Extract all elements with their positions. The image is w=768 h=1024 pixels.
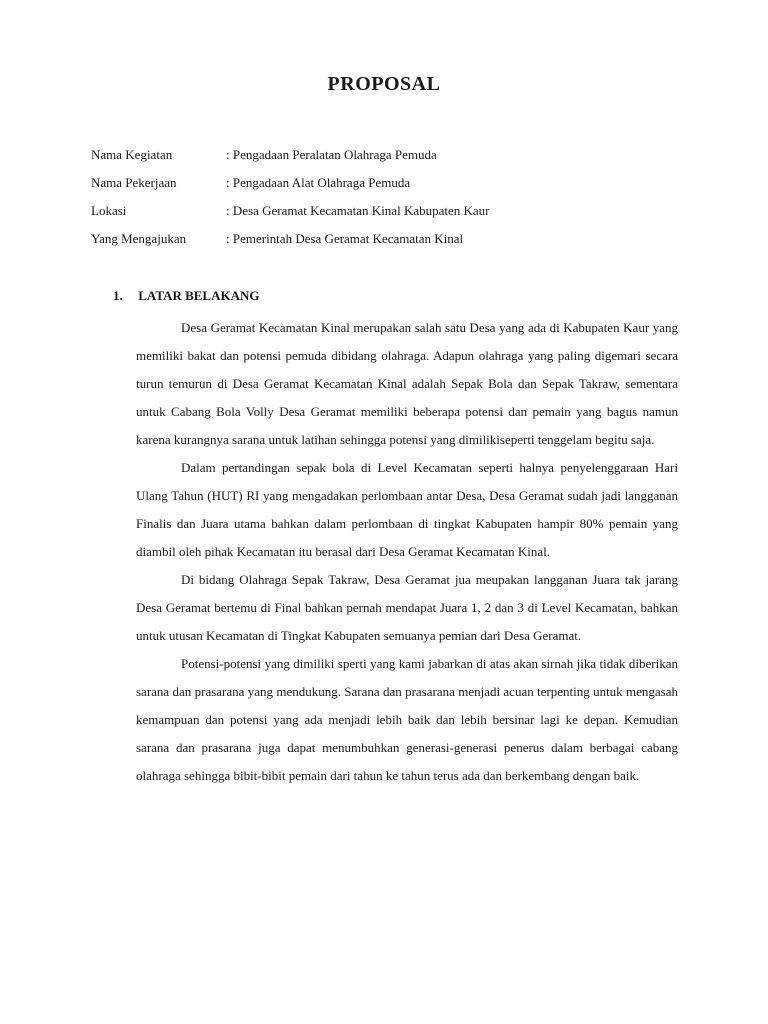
paragraph: Potensi-potensi yang dimiliki sperti yang kami jabarkan di atas akan sirnah jika tidak diberikan sarana dan prasarana yang mendukung. Sarana dan prasarana menjadi acuan terpenting untuk mengasah kemampuan dan potensi yang ada menjadi lebih baik dan lebih bersinar lagi ke depan. Kemudian sarana dan prasarana juga dapat menumbuhkan generasi-generasi penerus dalam berbagai cabang olahraga sehingga bibit-bibit pemain dari tahun ke tahun terus ada dan berkembang dengan baik.	[136, 656, 678, 783]
info-label: Nama Pekerjaan	[91, 175, 177, 190]
info-value: : Pengadaan Alat Olahraga Pemuda	[226, 175, 411, 190]
paragraph: Dalam pertandingan sepak bola di Level Kecamatan seperti halnya penyelenggaraan Hari Ulang Tahun (HUT) RI yang mengadakan perlombaan antar Desa, Desa Geramat sudah jadi langganan Finalis dan Juara utama bahkan dalam perlombaan di tingkat Kabupaten hampir 80% pemain yang diambil oleh pihak Kecamatan itu berasal dari Desa Geramat Kecamatan Kinal.	[136, 460, 678, 559]
info-row-location	[91, 202, 711, 230]
paragraph: Desa Geramat Kecamatan Kinal merupakan salah satu Desa yang ada di Kabupaten Kaur yang memiliki bakat dan potensi pemuda dibidang olahraga. Adapun olahraga yang paling digemari secara turun temurun di Desa Geramat Kecamatan Kinal adalah Sepak Bola dan Sepak Takraw, sementara untuk Cabang Bola Volly Desa Geramat memiliki beberapa potensi dan pemain yang bagus namun karena kurangnya sarana untuk latihan sehingga potensi yang dimilikiseperti tenggelam begitu saja.	[136, 320, 678, 447]
document-title: PROPOSAL	[327, 73, 441, 95]
info-label: Nama Kegiatan	[91, 147, 173, 162]
info-row-work-name	[91, 174, 711, 202]
paragraph: Di bidang Olahraga Sepak Takraw, Desa Geramat jua meupakan langganan Juara tak jarang Desa Geramat bertemu di Final bahkan pernah mendapat Juara 1, 2 dan 3 di Level Kecamatan, bahkan untuk utusan Kecamatan di Tingkat Kabupaten semuanya pemian dari Desa Geramat.	[136, 572, 678, 643]
section-heading	[113, 287, 259, 305]
info-value: : Pengadaan Peralatan Olahraga Pemuda	[226, 147, 437, 162]
section-title: LATAR BELAKANG	[138, 288, 260, 303]
info-value: : Pemerintah Desa Geramat Kecamatan Kinal	[226, 231, 464, 246]
info-row-activity-name	[91, 146, 711, 174]
info-label: Lokasi	[91, 203, 127, 218]
info-value: : Desa Geramat Kecamatan Kinal Kabupaten Kaur	[226, 203, 490, 218]
section-number: 1.	[113, 288, 123, 303]
proposal-info-table	[91, 146, 711, 258]
info-row-applicant	[91, 230, 711, 258]
info-label: Yang Mengajukan	[91, 231, 187, 246]
section-body	[136, 314, 678, 790]
